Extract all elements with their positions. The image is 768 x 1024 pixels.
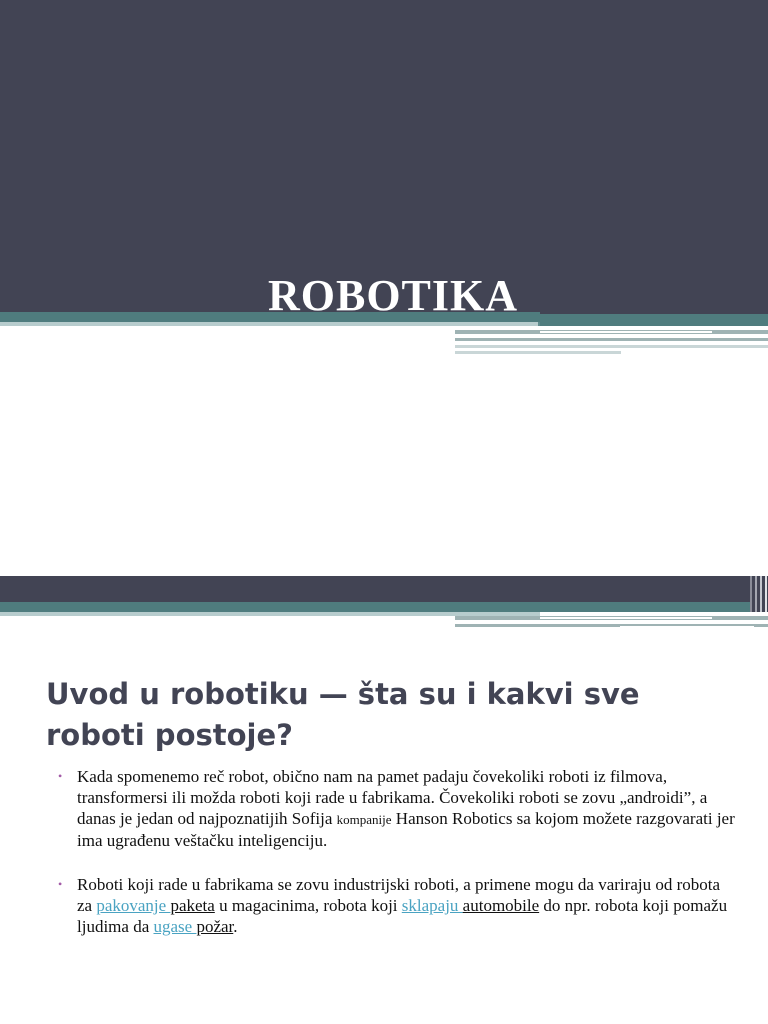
decor-line xyxy=(620,342,754,344)
underlined-text: automobile xyxy=(462,896,540,915)
header-band xyxy=(0,576,768,604)
bullet-text: Kada spomenemo reč robot, obično nam na pamet padaju čovekoliki roboti iz filmova, transformersi ili možda roboti koji rade u fabrikama. Čovekoliki roboti se zovu „androidi”, a danas je jedan od najpoznatijih Sofija xyxy=(77,767,708,828)
bullet-icon: • xyxy=(58,877,63,891)
decor-line xyxy=(455,351,621,354)
bullet-text-small: kompanije xyxy=(336,812,392,827)
list-item xyxy=(56,874,736,937)
bullet-text: . xyxy=(233,917,238,936)
bullet-list xyxy=(56,766,736,937)
underlined-text: paketa xyxy=(170,896,215,915)
bullet-text: do npr. robota koji pomažu ljudima da xyxy=(77,896,728,936)
decor-line xyxy=(540,331,712,333)
decor-line xyxy=(455,338,768,341)
bullet-icon: • xyxy=(58,769,63,783)
decor-line xyxy=(540,617,712,619)
underlined-text: požar xyxy=(196,917,234,936)
link-pakovanje[interactable]: pakovanje xyxy=(96,896,171,915)
link-ugase[interactable]: ugase xyxy=(153,917,197,936)
link-sklapaju[interactable]: sklapaju xyxy=(401,896,463,915)
title-band xyxy=(0,0,768,314)
slide-heading: Uvod u robotiku — šta su i kakvi sve roboti postoje? xyxy=(46,677,640,752)
bullet-text: Hanson Robotics sa kojom možete razgovarati jer ima ugrađenu veštačku inteligenciju. xyxy=(77,809,735,850)
bullet-text: Roboti koji rade u fabrikama se zovu industrijski roboti, a primene mogu da variraju od robota za xyxy=(77,875,721,915)
slide-title: ROBOTIKA xyxy=(267,271,519,320)
teal-stripe xyxy=(0,602,750,612)
decor-line xyxy=(620,626,754,628)
decor-line xyxy=(455,345,768,348)
bullet-text: u magacinima, robota koji xyxy=(214,896,402,915)
list-item xyxy=(56,766,736,851)
teal-shadow xyxy=(0,322,540,326)
